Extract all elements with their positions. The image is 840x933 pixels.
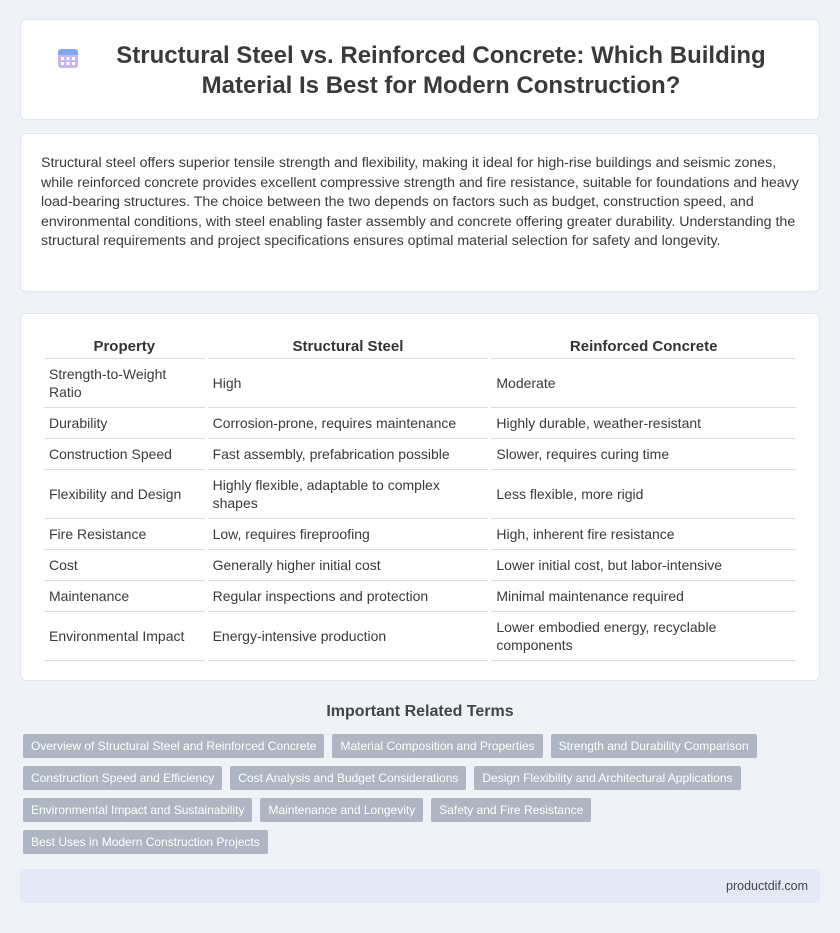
header-structural-steel: Structural Steel [208,334,489,359]
footer [20,869,820,903]
related-term-tag[interactable]: Overview of Structural Steel and Reinforced Concrete [23,734,324,758]
header-reinforced-concrete: Reinforced Concrete [491,334,796,359]
header-property: Property [44,334,205,359]
related-term-tag[interactable]: Construction Speed and Efficiency [23,766,222,790]
table-cell: Lower embodied energy, recyclable components [491,612,796,661]
table-cell: Moderate [491,359,796,408]
intro-paragraph: Structural steel offers superior tensile strength and flexibility, making it ideal for high-rise buildings and seismic zones, while reinforced concrete provides excellent compressive strength and fire resistance, suitable for foundations and heavy load-bearing structures. The choice between the two depends on factors such as budget, construction speed, and environmental conditions, with steel enabling faster assembly and concrete offering greater durability. Understanding the structural requirements and project specifications ensures optimal material selection for safety and longevity. [41,155,799,249]
table-row [44,359,796,408]
table-cell: Less flexible, more rigid [491,470,796,519]
table-cell: Regular inspections and protection [208,581,489,612]
table-cell: Low, requires fireproofing [208,519,489,550]
table-cell: Durability [44,408,205,439]
table-cell: Lower initial cost, but labor-intensive [491,550,796,581]
related-term-tag[interactable]: Cost Analysis and Budget Considerations [230,766,466,790]
table-row [44,519,796,550]
table-cell: Minimal maintenance required [491,581,796,612]
table-cell: Energy-intensive production [208,612,489,661]
comparison-table [41,334,799,661]
related-term-tag[interactable]: Environmental Impact and Sustainability [23,798,252,822]
table-row [44,612,796,661]
table-row [44,439,796,470]
table-cell: Corrosion-prone, requires maintenance [208,408,489,439]
related-term-tag[interactable]: Safety and Fire Resistance [431,798,591,822]
table-cell: Highly durable, weather-resistant [491,408,796,439]
related-term-tag[interactable]: Maintenance and Longevity [260,798,423,822]
related-term-tag[interactable]: Material Composition and Properties [332,734,542,758]
table-row [44,470,796,519]
table-row [44,408,796,439]
table-cell: High, inherent fire resistance [491,519,796,550]
table-cell: Fast assembly, prefabrication possible [208,439,489,470]
comparison-table-card [20,313,820,681]
related-term-tag[interactable]: Design Flexibility and Architectural Applications [474,766,740,790]
related-term-tag[interactable]: Strength and Durability Comparison [551,734,757,758]
table-cell: Flexibility and Design [44,470,205,519]
related-term-tag[interactable]: Best Uses in Modern Construction Projects [23,830,268,854]
table-row [44,550,796,581]
footer-site-link[interactable]: productdif.com [726,879,808,893]
table-cell: Slower, requires curing time [491,439,796,470]
page-title: Structural Steel vs. Reinforced Concrete: Which Building Material Is Best for Modern Construction? [116,41,766,99]
table-cell: Fire Resistance [44,519,205,550]
header-card [20,19,820,120]
table-cell: Generally higher initial cost [208,550,489,581]
table-cell: High [208,359,489,408]
table-cell: Maintenance [44,581,205,612]
related-terms-title: Important Related Terms [326,703,514,720]
table-cell: Cost [44,550,205,581]
table-cell: Highly flexible, adaptable to complex shapes [208,470,489,519]
intro-card [20,133,820,292]
table-row [44,581,796,612]
related-terms-list [23,734,823,862]
table-cell: Strength-to-Weight Ratio [44,359,205,408]
table-cell: Construction Speed [44,439,205,470]
table-cell: Environmental Impact [44,612,205,661]
table-header-row [44,334,796,359]
